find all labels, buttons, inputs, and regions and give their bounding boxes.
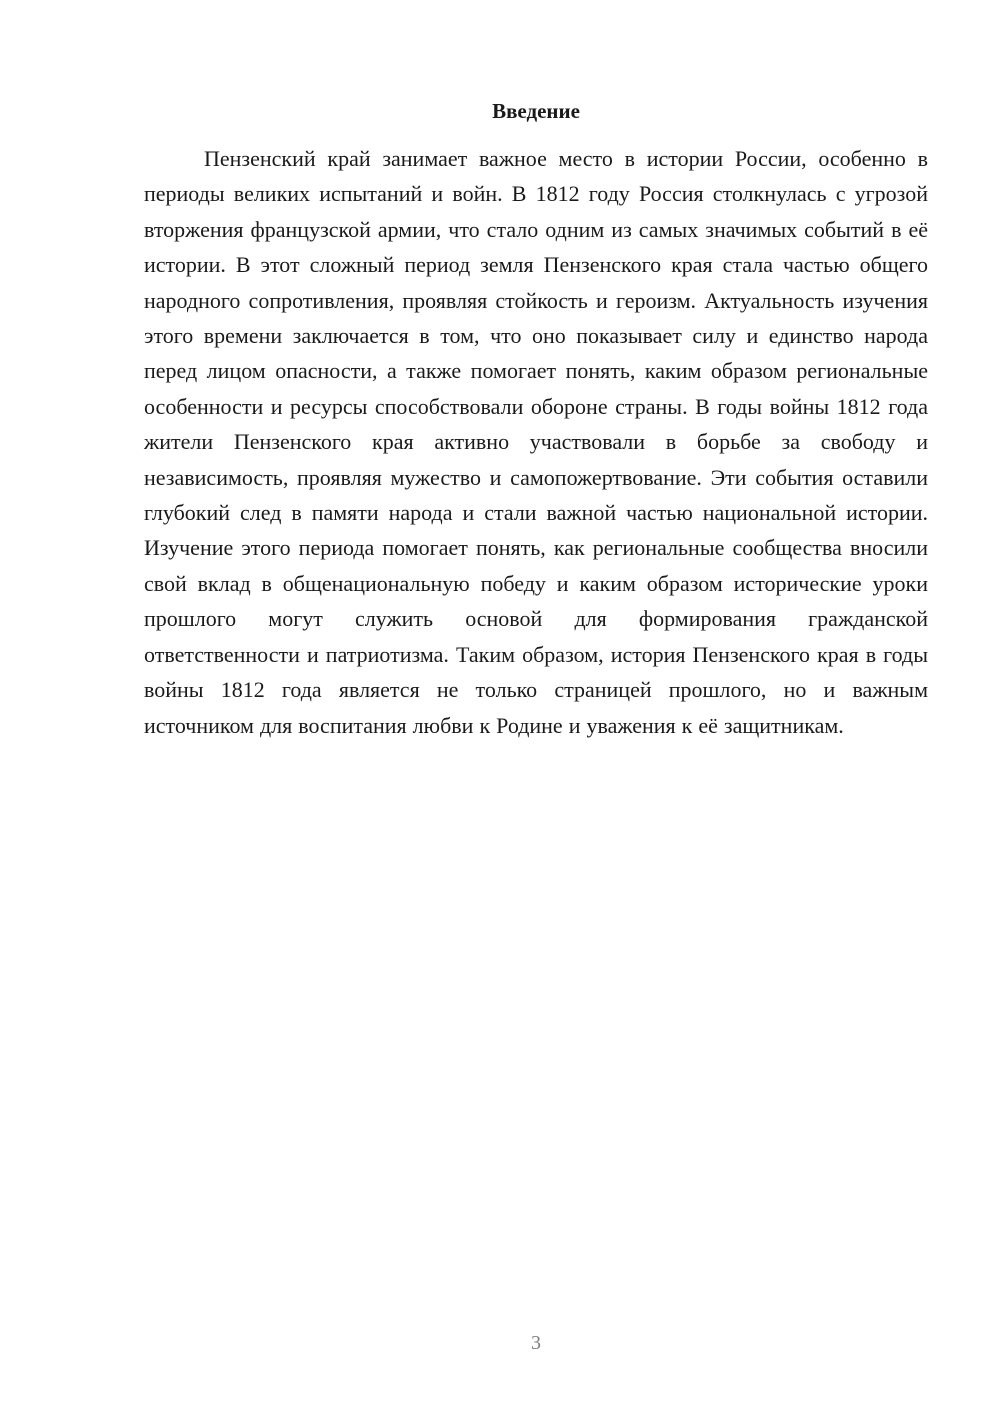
introduction-paragraph: Пензенский край занимает важное место в истории России, особенно в периоды великих испытаний и войн. В 1812 году Россия столкнулась с угрозой вторжения французской армии, что стало одним из самых значимых событий в её истории. В этот сложный период земля Пензенского края стала частью общего народного сопротивления, проявляя стойкость и героизм. Актуальность изучения этого времени заключается в том, что оно показывает силу и единство народа перед лицом опасности, а также помогает понять, каким образом региональные особенности и ресурсы способствовали обороне страны. В годы войны 1812 года жители Пензенского края активно участвовали в борьбе за свободу и независимость, проявляя мужество и самопожертвование. Эти события оставили глубокий след в памяти народа и стали важной частью национальной истории. Изучение этого периода помогает понять, как региональные сообщества вносили свой вклад в общенациональную победу и каким образом исторические уроки прошлого могут служить основой для формирования гражданской ответственности и патриотизма. Таким образом, история Пензенского края в годы войны 1812 года является не только страницей прошлого, но и важным источником для воспитания любви к Родине и уважения к её защитникам. bbox=[144, 146, 928, 738]
section-heading: Введение bbox=[492, 99, 580, 123]
page-number: 3 bbox=[531, 1332, 541, 1354]
